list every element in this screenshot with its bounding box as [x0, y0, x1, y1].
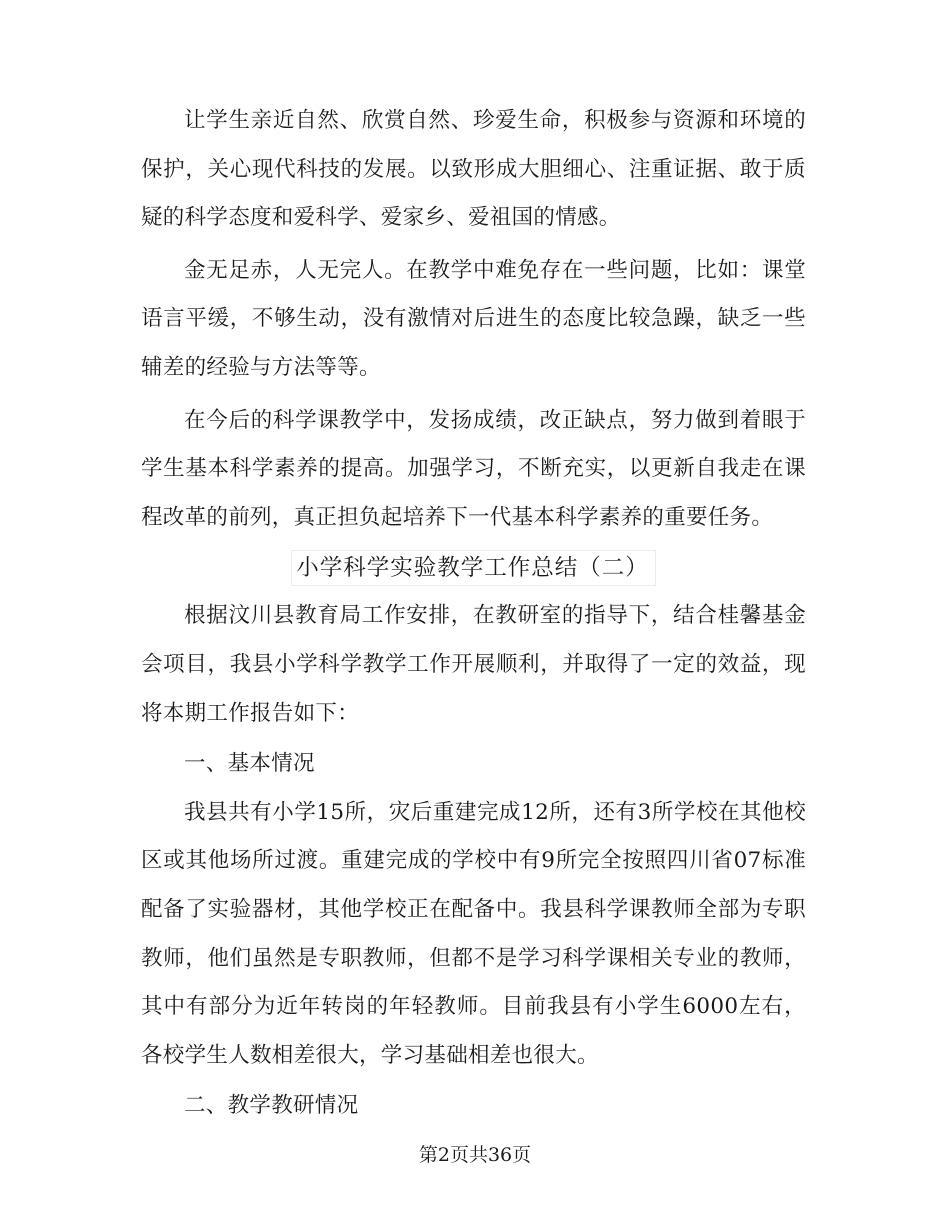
section-heading [141, 544, 806, 592]
section-title-basic: 一、基本情况 [184, 751, 315, 777]
document-body [141, 97, 806, 1131]
paragraph-intro: 根据汶川县教育局工作安排，在教研室的指导下，结合桂馨基金会项目，我县小学科学教学工作开展顺利，并取得了一定的效益，现将本期工作报告如下： [141, 603, 806, 726]
paragraph-basic-info: 我县共有小学15所，灾后重建完成12所，还有3所学校在其他校区或其他场所过渡。重建完成的学校中有9所完全按照四川省07标准配备了实验器材，其他学校正在配备中。我县科学课教师全部为专职教师，他们虽然是专职教师，但都不是学习科学课相关专业的教师，其中有部分为近年转岗的年轻教师。目前我县有小学生6000左右，各校学生人数相差很大，学习基础相差也很大。 [141, 799, 806, 1068]
paragraph-problems: 金无足赤，人无完人。在教学中难免存在一些问题，比如：课堂语言平缓，不够生动，没有激情对后进生的态度比较急躁，缺乏一些辅差的经验与方法等等。 [141, 257, 806, 380]
paragraph-future: 在今后的科学课教学中，发扬成绩，改正缺点，努力做到着眼于学生基本科学素养的提高。加强学习，不断充实，以更新自我走在课程改革的前列，真正担负起培养下一代基本科学素养的重要任务。 [141, 407, 806, 530]
paragraph-nature: 让学生亲近自然、欣赏自然、珍爱生命，积极参与资源和环境的保护，关心现代科技的发展。以致形成大胆细心、注重证据、敢于质疑的科学态度和爱科学、爱家乡、爱祖国的情感。 [141, 108, 806, 231]
page-number-footer: 第2页共36页 [418, 1144, 532, 1166]
heading-text: 小学科学实验教学工作总结（二） [291, 550, 656, 586]
section-title-teaching: 二、教学教研情况 [184, 1093, 359, 1119]
